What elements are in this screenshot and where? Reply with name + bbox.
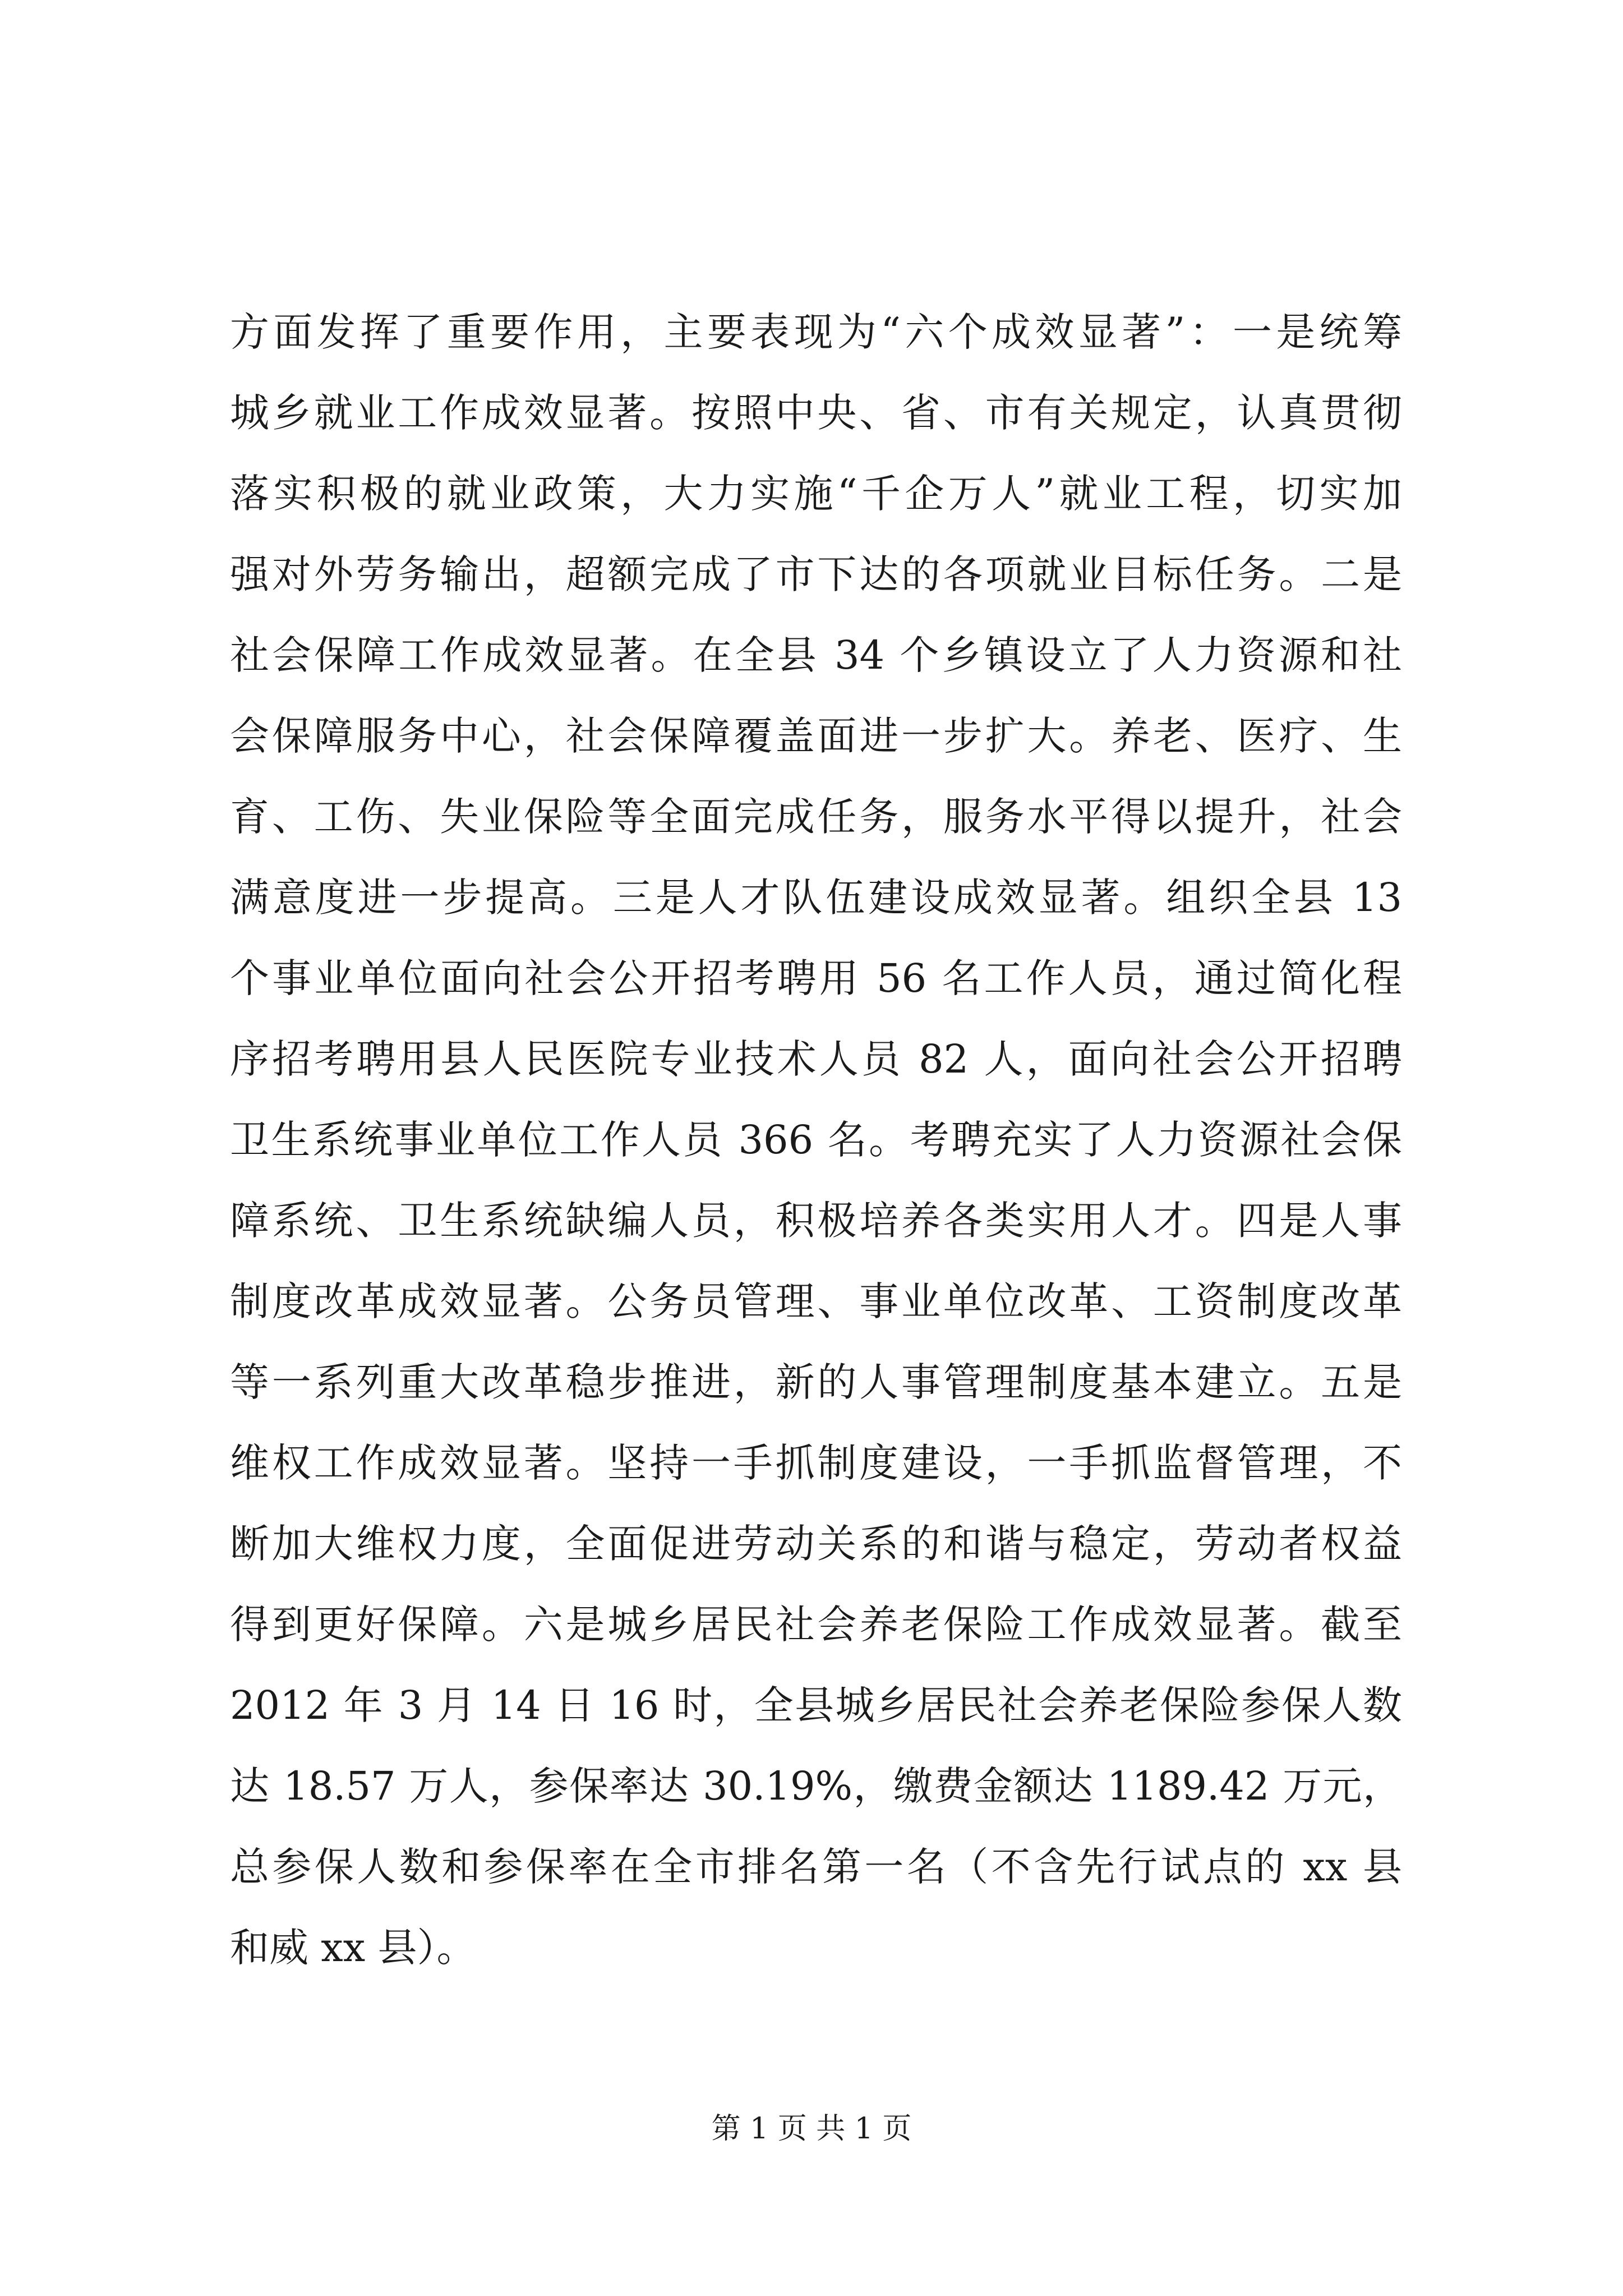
paragraph-line: 得到更好保障。六是城乡居民社会养老保险工作成效显著。截至 [230,1602,1402,1648]
page-footer: 第 1 页 共 1 页 [711,2112,912,2146]
body-paragraph [230,292,1402,1988]
paragraph-line: 等一系列重大改革稳步推进，新的人事管理制度基本建立。五是 [230,1359,1402,1405]
paragraph-line: 2012 年 3 月 14 日 16 时，全县城乡居民社会养老保险参保人数 [230,1682,1402,1728]
paragraph-line: 维权工作成效显著。坚持一手抓制度建设，一手抓监督管理，不 [230,1440,1402,1486]
paragraph-line: 达 18.57 万人，参保率达 30.19%，缴费金额达 1189.42 万元， [230,1763,1402,1809]
paragraph-line: 育、工伤、失业保险等全面完成任务，服务水平得以提升，社会 [230,794,1402,840]
paragraph-line: 满意度进一步提高。三是人才队伍建设成效显著。组织全县 13 [230,875,1402,921]
paragraph-line: 会保障服务中心，社会保障覆盖面进一步扩大。养老、医疗、生 [230,713,1402,759]
paragraph-line: 强对外劳务输出，超额完成了市下达的各项就业目标任务。二是 [230,551,1402,597]
paragraph-line: 个事业单位面向社会公开招考聘用 56 名工作人员，通过简化程 [230,955,1402,1001]
paragraph-line: 和威 xx 县）。 [230,1925,476,1971]
paragraph-line: 序招考聘用县人民医院专业技术人员 82 人，面向社会公开招聘 [230,1036,1402,1082]
paragraph-line: 方面发挥了重要作用，主要表现为“六个成效显著”：一是统筹 [230,309,1402,355]
paragraph-line: 障系统、卫生系统缺编人员，积极培养各类实用人才。四是人事 [230,1198,1402,1244]
paragraph-line: 城乡就业工作成效显著。按照中央、省、市有关规定，认真贯彻 [230,390,1402,436]
paragraph-line: 卫生系统事业单位工作人员 366 名。考聘充实了人力资源社会保 [230,1117,1402,1163]
paragraph-line: 总参保人数和参保率在全市排名第一名（不含先行试点的 xx 县 [230,1844,1402,1890]
paragraph-line: 社会保障工作成效显著。在全县 34 个乡镇设立了人力资源和社 [230,632,1402,678]
paragraph-line: 制度改革成效显著。公务员管理、事业单位改革、工资制度改革 [230,1278,1402,1324]
paragraph-line: 断加大维权力度，全面促进劳动关系的和谐与稳定，劳动者权益 [230,1521,1402,1567]
paragraph-line: 落实积极的就业政策，大力实施“千企万人”就业工程，切实加 [230,471,1402,517]
